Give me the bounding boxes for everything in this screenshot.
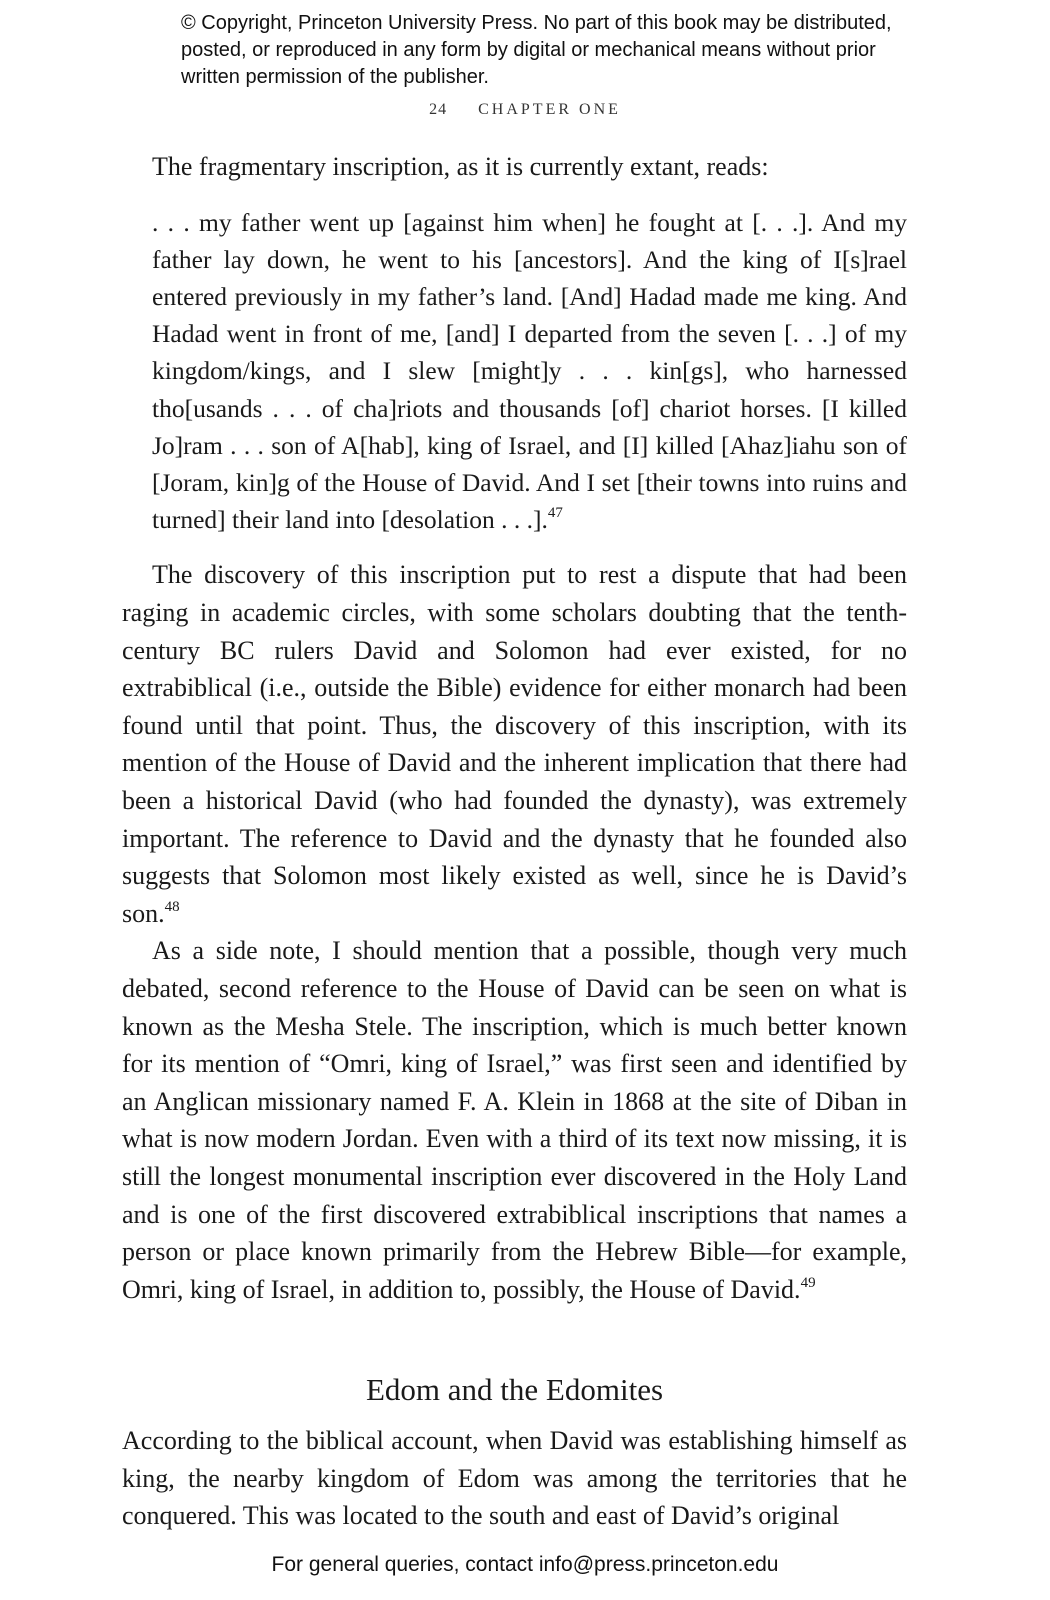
running-head: [0, 101, 1050, 119]
block-quote: [152, 204, 907, 539]
footnote-ref-47[interactable]: 47: [547, 505, 563, 522]
chapter-title: CHAPTER ONE: [478, 101, 621, 118]
paragraph-edom: According to the biblical account, when David was establishing himself as king, the nearby kingdom of Edom was among the territories that he conquered. This was located to the south and east of David’s original: [122, 1426, 907, 1531]
paragraph-discovery: [122, 556, 907, 932]
paragraph-mesha-stele: [122, 932, 907, 1308]
section-heading: Edom and the Edomites: [365, 1372, 664, 1408]
footnote-ref-48[interactable]: 48: [164, 898, 180, 915]
footnote-ref-49[interactable]: 49: [800, 1274, 816, 1291]
footer-contact: For general queries, contact info@press.princeton.edu: [271, 1553, 779, 1576]
copyright-notice: © Copyright, Princeton University Press. No part of this book may be distributed, posted, or reproduced in any form by digital or mechanical means without prior written permission of the publisher.: [181, 12, 892, 88]
paragraph-mesha-stele-text: As a side note, I should mention that a possible, though very much debated, second reference to the House of David can be seen on what is known as the Mesha Stele. The inscription, which is much better known for its mention of “Omri, king of Israel,” was first seen and identified by an Anglican missionary named F. A. Klein in 1868 at the site of Diban in what is now modern Jordan. Even with a third of its text now missing, it is still the longest monumental inscription ever discovered in the Holy Land and is one of the first discovered extrabiblical inscriptions that names a person or place known primarily from the Hebrew Bible—for example, Omri, king of Israel, in addition to, possibly, the House of David.: [122, 936, 907, 1304]
paragraph-discovery-text: The discovery of this inscription put to rest a dispute that had been raging in academic circles, with some scholars doubting that the tenth-century BC rulers David and Solomon had ever existed, for no extrabiblical (i.e., outside the Bible) evidence for either monarch had been found until that point. Thus, the discovery of this inscription, with its mention of the House of David and the inherent implication that there had been a historical David (who had founded the dynasty), was extremely important. The reference to David and the dynasty that he founded also suggests that Solomon most likely existed as well, since he is David’s son.: [122, 560, 907, 928]
page-number: 24: [429, 101, 448, 118]
page-body: [122, 148, 907, 1535]
block-quote-text: . . . my father went up [against him when] he fought at [. . .]. And my father lay down, he went to his [ancestors]. And the king of I[s]rael entered previously in my father’s land. [And] Hadad made me king. And Hadad went in front of me, [and] I departed from the seven [. . .] of my kingdom/kings, and I slew [might]y . . . kin[gs], who harnessed tho[usands . . . of cha]riots and thousands [of] chariot horses. [I killed Jo]ram . . . son of A[hab], king of Israel, and [I] killed [Ahaz]iahu son of [Joram, kin]g of the House of David. And I set [their towns into ruins and turned] their land into [desolation . . .].: [152, 207, 907, 535]
intro-paragraph: The fragmentary inscription, as it is currently extant, reads:: [152, 152, 769, 181]
